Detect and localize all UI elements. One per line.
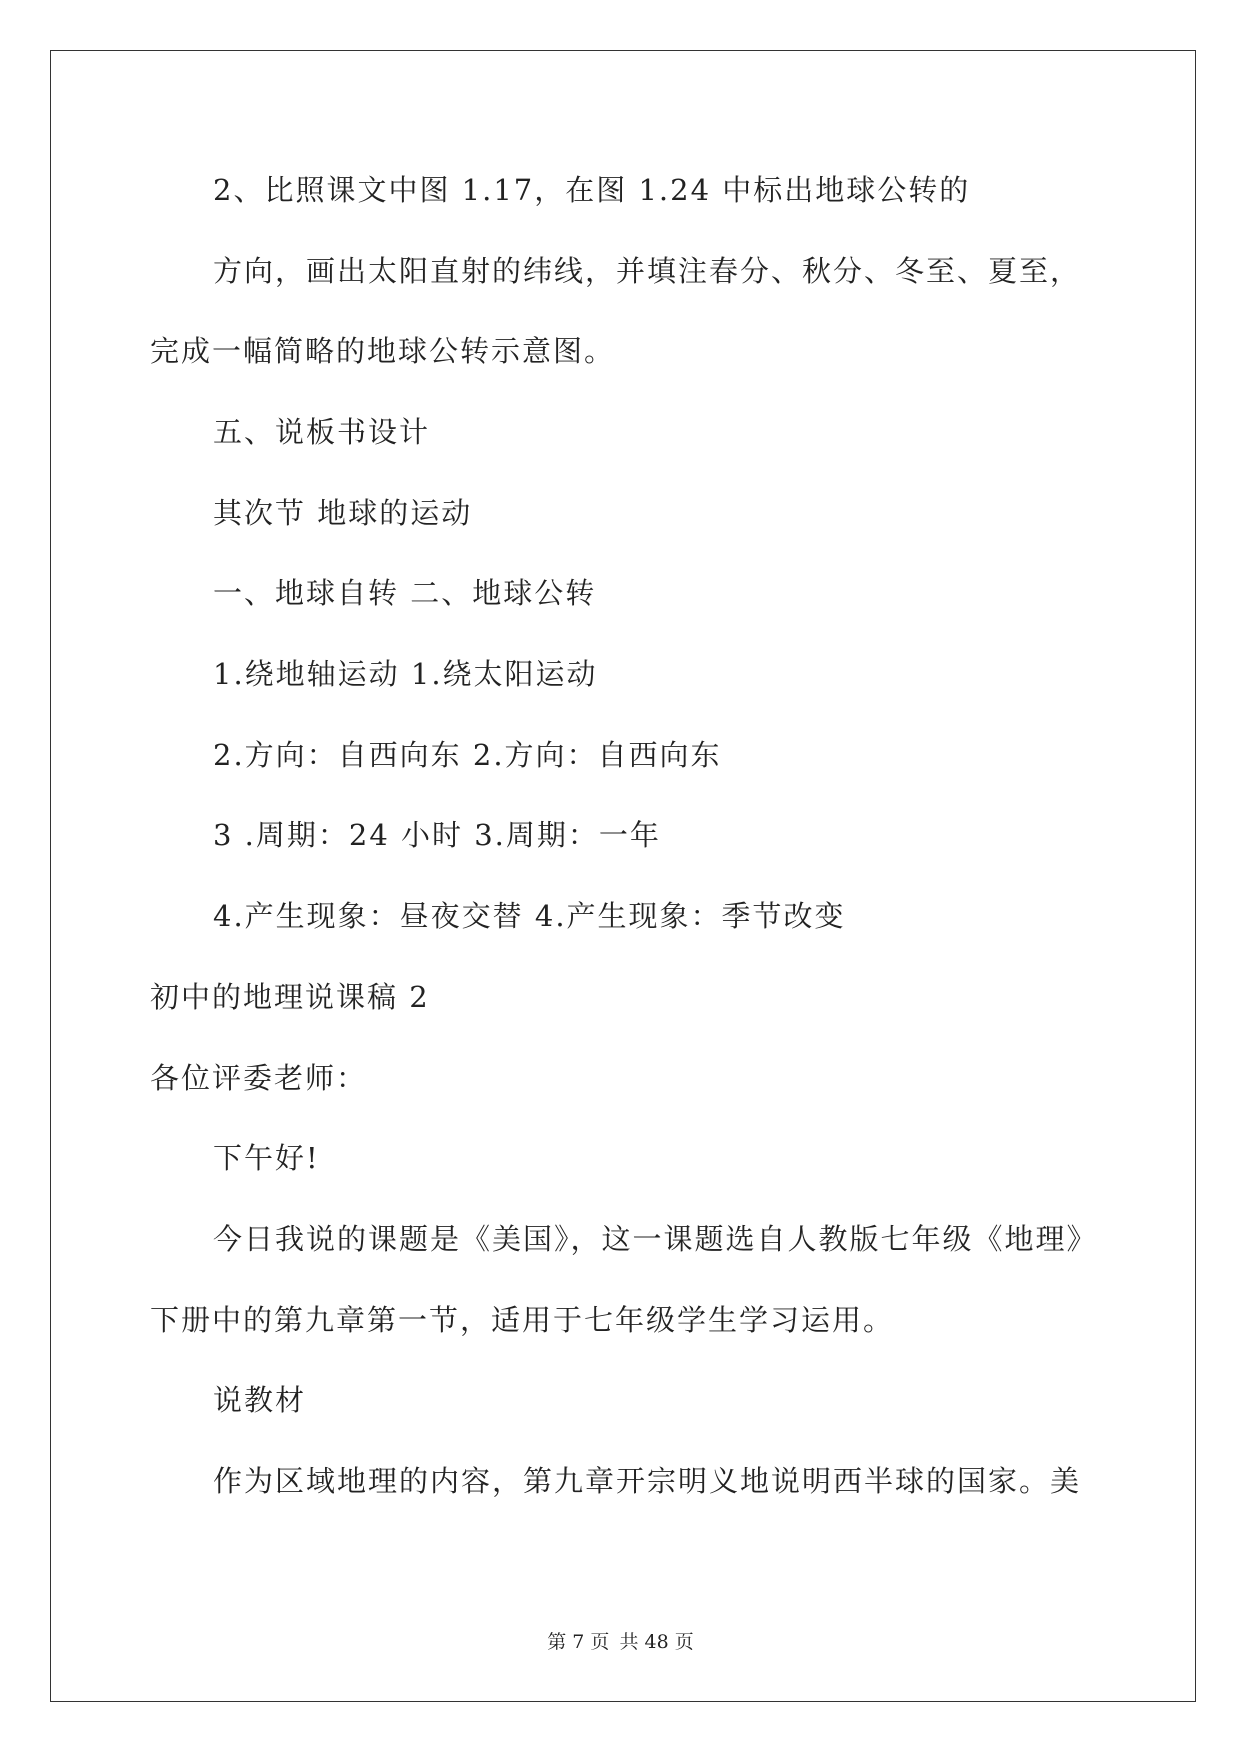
page-footer [0,1630,1241,1654]
page-border [50,50,1196,1702]
paragraph-line: 1.绕地轴运动 1.绕太阳运动 [213,657,598,691]
greeting-line: 各位评委老师： [150,1061,368,1095]
paragraph-line: 2.方向：自西向东 2.方向：自西向东 [213,738,722,772]
paragraph-line: 作为区域地理的内容，第九章开宗明义地说明西半球的国家。美 [213,1464,1082,1498]
page-number: 第 7 页 [547,1631,610,1653]
paragraph-line: 今日我说的课题是《美国》，这一课题选自人教版七年级《地理》 [213,1222,1098,1256]
paragraph-line: 下册中的第九章第一节，适用于七年级学生学习运用。 [150,1303,895,1337]
paragraph-line: 方向，画出太阳直射的纬线，并填注春分、秋分、冬至、夏至， [213,254,1082,288]
paragraph-line: 3 .周期：24 小时 3.周期：一年 [213,818,661,852]
paragraph-line: 4.产生现象：昼夜交替 4.产生现象：季节改变 [213,899,846,933]
paragraph-line: 完成一幅简略的地球公转示意图。 [150,334,616,368]
page-total: 共 48 页 [619,1631,694,1653]
section-heading: 五、说板书设计 [213,415,431,449]
document-title: 初中的地理说课稿 2 [150,980,430,1014]
paragraph-line: 2、比照课文中图 1.17，在图 1.24 中标出地球公转的 [213,173,971,207]
paragraph-line: 一、地球自转 二、地球公转 [213,576,597,610]
paragraph-line: 下午好! [213,1141,320,1175]
paragraph-line: 其次节 地球的运动 [213,496,473,530]
section-heading: 说教材 [213,1383,307,1417]
